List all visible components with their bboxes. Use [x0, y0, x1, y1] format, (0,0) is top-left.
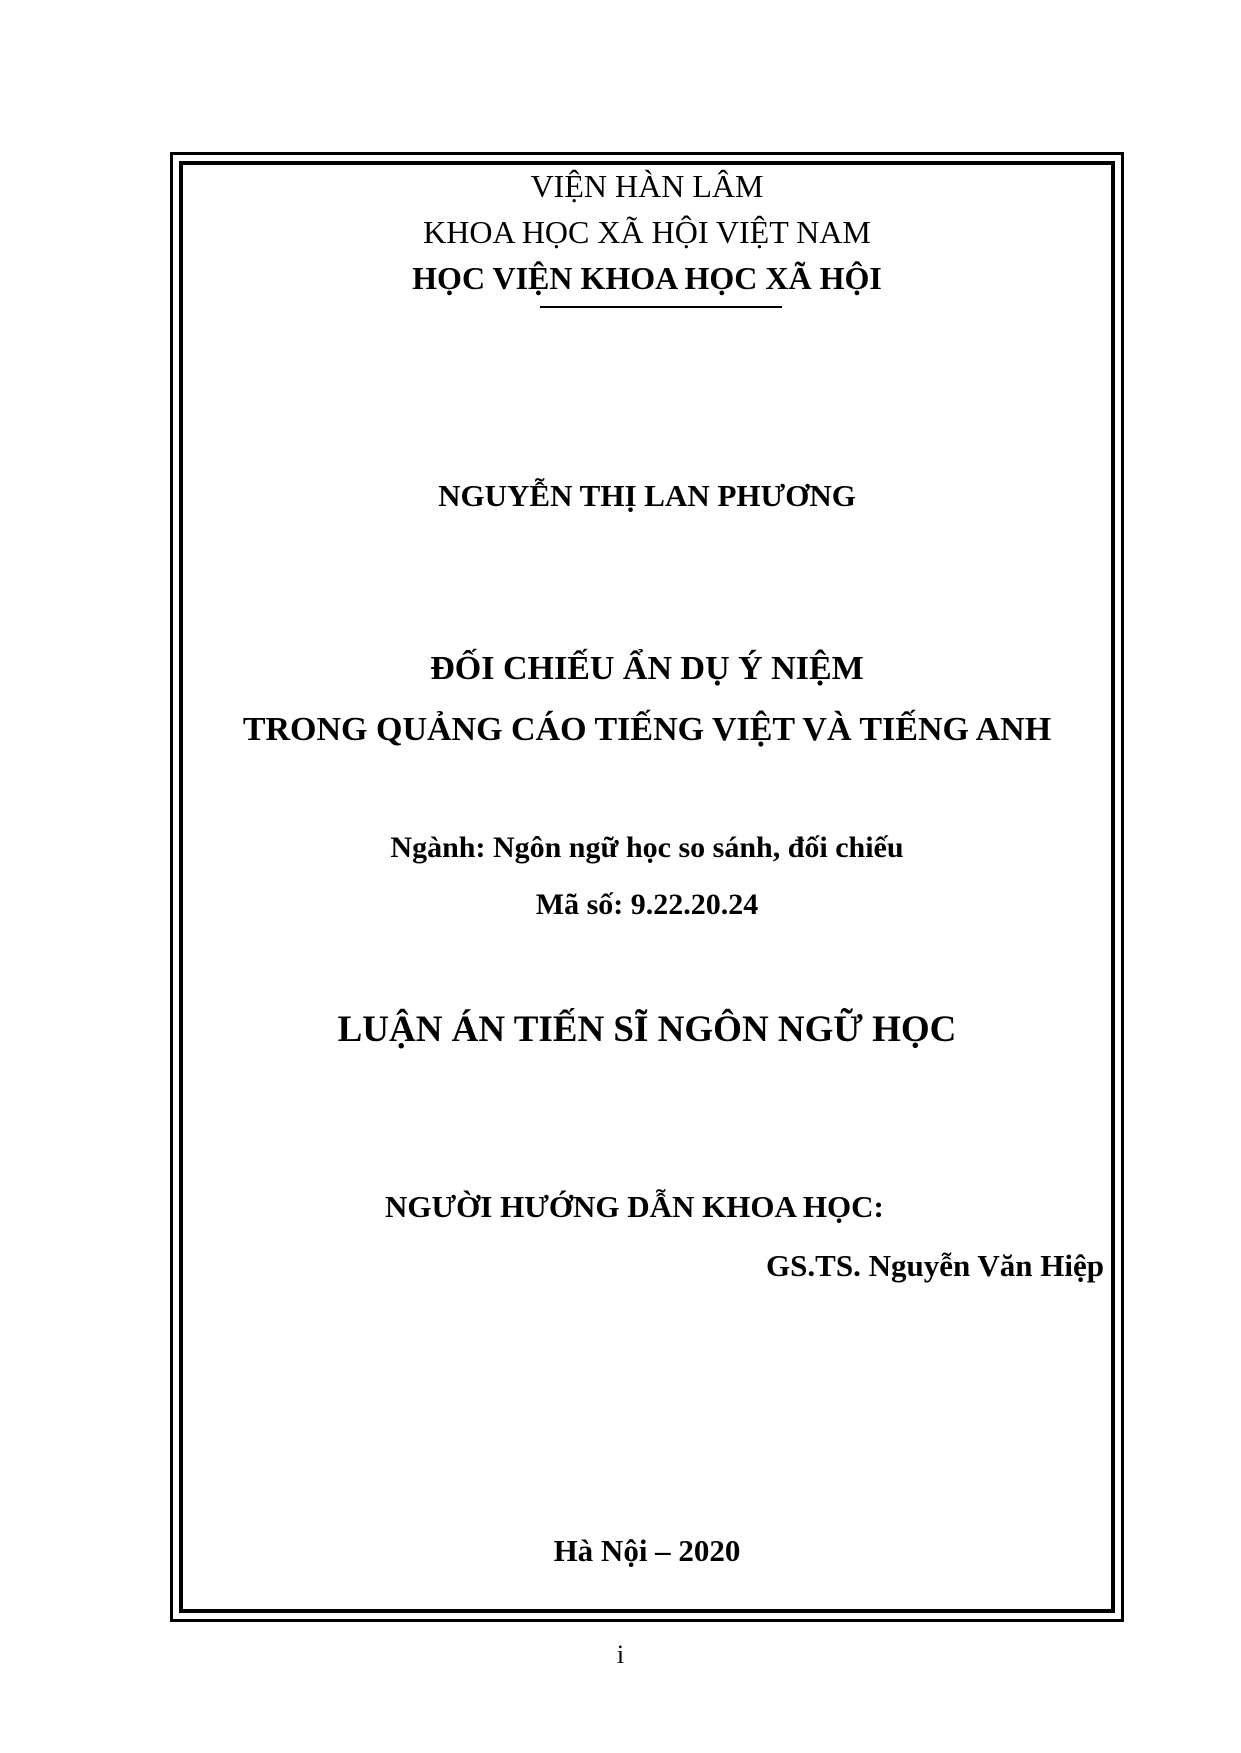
supervisor-label: NGƯỜI HƯỚNG DẪN KHOA HỌC: [385, 1189, 884, 1224]
thesis-title-line-2: TRONG QUẢNG CÁO TIẾNG VIỆT VÀ TIẾNG ANH [242, 711, 1052, 748]
degree-title: LUẬN ÁN TIẾN SĨ NGÔN NGỮ HỌC [337, 1009, 957, 1050]
thesis-title-line-1: ĐỐI CHIẾU ẨN DỤ Ý NIỆM [430, 650, 864, 687]
page-border-inner [179, 161, 1115, 1613]
institution-line-2: KHOA HỌC XÃ HỘI VIỆT NAM [423, 214, 871, 250]
supervisor-name: GS.TS. Nguyễn Văn Hiệp [766, 1248, 1104, 1283]
page-number: i [616, 1640, 625, 1669]
code-line: Mã số: 9.22.20.24 [535, 888, 759, 921]
institution-line-1: VIỆN HÀN LÂM [530, 168, 764, 204]
major-line: Ngành: Ngôn ngữ học so sánh, đối chiếu [390, 831, 904, 864]
author-name: NGUYỄN THỊ LAN PHƯƠNG [438, 478, 856, 513]
institution-line-3: HỌC VIỆN KHOA HỌC XÃ HỘI [412, 260, 882, 296]
header-underline [540, 306, 782, 308]
place-date: Hà Nội – 2020 [553, 1533, 741, 1568]
